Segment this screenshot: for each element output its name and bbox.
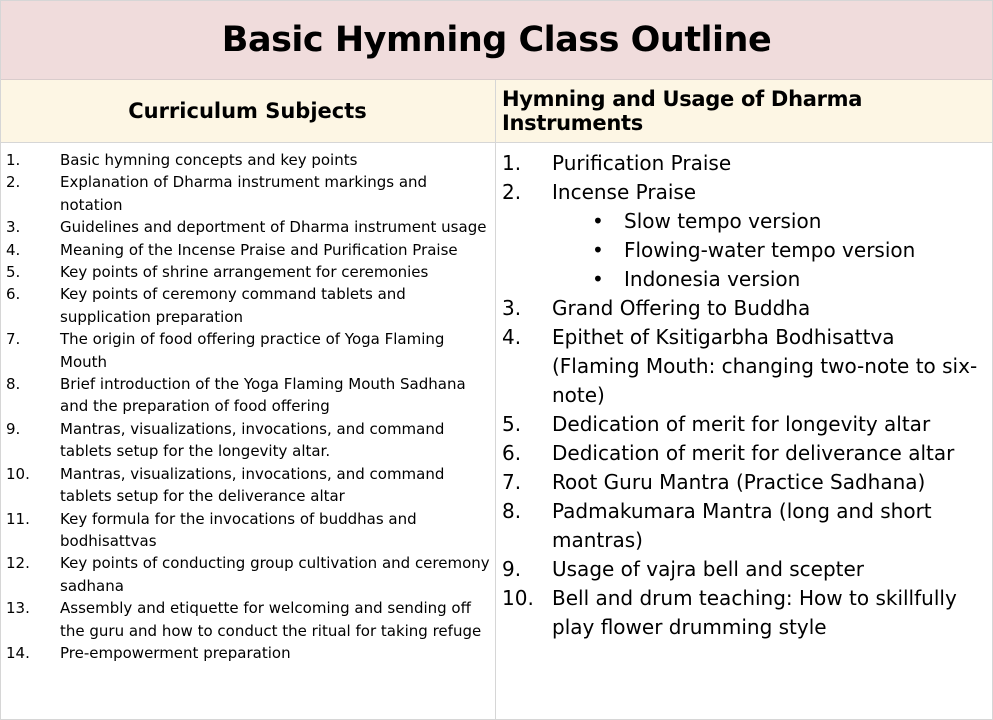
table-body-row (0, 143, 993, 720)
curriculum-item (6, 642, 495, 664)
item-number: 12. (6, 554, 30, 573)
instrument-item (502, 149, 993, 178)
item-text: Guidelines and deportment of Dharma instrument usage (60, 218, 487, 237)
item-text: Mantras, visualizations, invocations, and command tablets setup for the longevity altar. (60, 419, 445, 461)
bullet-icon: • (592, 267, 604, 291)
item-text: Purification Praise (552, 151, 732, 175)
item-text: Brief introduction of the Yoga Flaming Mouth Sadhana and the preparation of food offering (60, 375, 466, 416)
item-text: Meaning of the Incense Praise and Purification Praise (60, 240, 458, 259)
item-text: Indonesia version (624, 267, 801, 291)
item-number: 13. (6, 599, 30, 618)
item-text: Key points of conducting group cultivation and ceremony sadhana (60, 554, 490, 595)
curriculum-item (6, 328, 495, 373)
curriculum-item (6, 149, 495, 171)
item-text: Assembly and etiquette for welcoming and sending off the guru and how to conduct the ritual for taking refuge (60, 599, 482, 640)
instrument-item (502, 468, 993, 497)
item-number: 4. (6, 240, 21, 259)
curriculum-item (6, 463, 495, 508)
sub-bullet-item (502, 236, 993, 265)
item-number: 10. (6, 464, 30, 483)
item-number: 1. (6, 151, 21, 169)
item-number: 4. (502, 325, 522, 349)
sub-bullet-item (502, 265, 993, 294)
column-header-curriculum: Curriculum Subjects (0, 80, 496, 142)
item-number: 10. (502, 586, 534, 610)
curriculum-item (6, 171, 495, 216)
item-number: 11. (6, 509, 30, 528)
item-text: Padmakumara Mantra (long and short mantras) (552, 499, 932, 552)
item-text: Dedication of merit for deliverance altar (552, 441, 955, 465)
item-number: 2. (6, 173, 21, 192)
item-text: Key points of ceremony command tablets and supplication preparation (60, 285, 406, 326)
item-number: 3. (6, 218, 21, 237)
curriculum-item (6, 216, 495, 238)
item-number: 8. (502, 499, 522, 523)
sub-bullet-item (502, 207, 993, 236)
bullet-icon: • (592, 209, 604, 233)
item-text: Bell and drum teaching: How to skillfully play flower drumming style (552, 586, 957, 639)
item-text: Key formula for the invocations of buddhas and bodhisattvas (60, 509, 417, 550)
instrument-item (502, 584, 993, 642)
item-number: 7. (6, 330, 21, 349)
table-header-row (0, 80, 993, 143)
item-text: Basic hymning concepts and key points (60, 151, 358, 169)
instrument-item (502, 555, 993, 584)
bullet-icon: • (592, 238, 604, 262)
curriculum-item (6, 283, 495, 328)
item-number: 7. (502, 470, 522, 494)
instrument-item (502, 410, 993, 439)
item-number: 3. (502, 296, 522, 320)
curriculum-item (6, 552, 495, 597)
curriculum-item (6, 239, 495, 261)
item-text: Dedication of merit for longevity altar (552, 412, 931, 436)
item-number: 6. (6, 285, 21, 304)
item-text: Grand Offering to Buddha (552, 296, 811, 320)
item-number: 9. (502, 557, 522, 581)
item-text: The origin of food offering practice of Yoga Flaming Mouth (60, 330, 445, 371)
curriculum-item (6, 597, 495, 642)
column-header-instruments: Hymning and Usage of Dharma Instruments (502, 87, 863, 135)
item-text: Explanation of Dharma instrument markings and notation (60, 173, 428, 214)
curriculum-item (6, 373, 495, 418)
curriculum-item (6, 261, 495, 283)
item-text: Usage of vajra bell and scepter (552, 557, 865, 581)
item-number: 1. (502, 151, 522, 175)
item-number: 9. (6, 419, 21, 438)
instrument-item (502, 323, 993, 410)
item-number: 5. (6, 263, 21, 282)
item-text: Incense Praise (552, 180, 697, 204)
page-title: Basic Hymning Class Outline (221, 19, 772, 60)
item-number: 14. (6, 643, 30, 662)
item-text: Flowing-water tempo version (624, 238, 916, 262)
curriculum-item (6, 418, 495, 463)
item-text: Root Guru Mantra (Practice Sadhana) (552, 470, 926, 494)
item-text: Slow tempo version (624, 209, 822, 233)
item-number: 6. (502, 441, 522, 465)
instrument-item (502, 294, 993, 323)
instrument-list (496, 143, 993, 720)
item-text: Epithet of Ksitigarbha Bodhisattva (Flaming Mouth: changing two-note to six-note) (552, 325, 978, 407)
item-number: 5. (502, 412, 522, 436)
title-bar (0, 0, 993, 80)
item-number: 2. (502, 180, 522, 204)
curriculum-list (0, 143, 496, 720)
item-text: Mantras, visualizations, invocations, and command tablets setup for the deliverance altar (60, 464, 445, 506)
item-text: Pre-empowerment preparation (60, 643, 291, 662)
instrument-item (502, 178, 993, 207)
instrument-item (502, 439, 993, 468)
item-text: Key points of shrine arrangement for ceremonies (60, 263, 429, 282)
item-number: 8. (6, 375, 21, 394)
instrument-item (502, 497, 993, 555)
curriculum-item (6, 508, 495, 553)
